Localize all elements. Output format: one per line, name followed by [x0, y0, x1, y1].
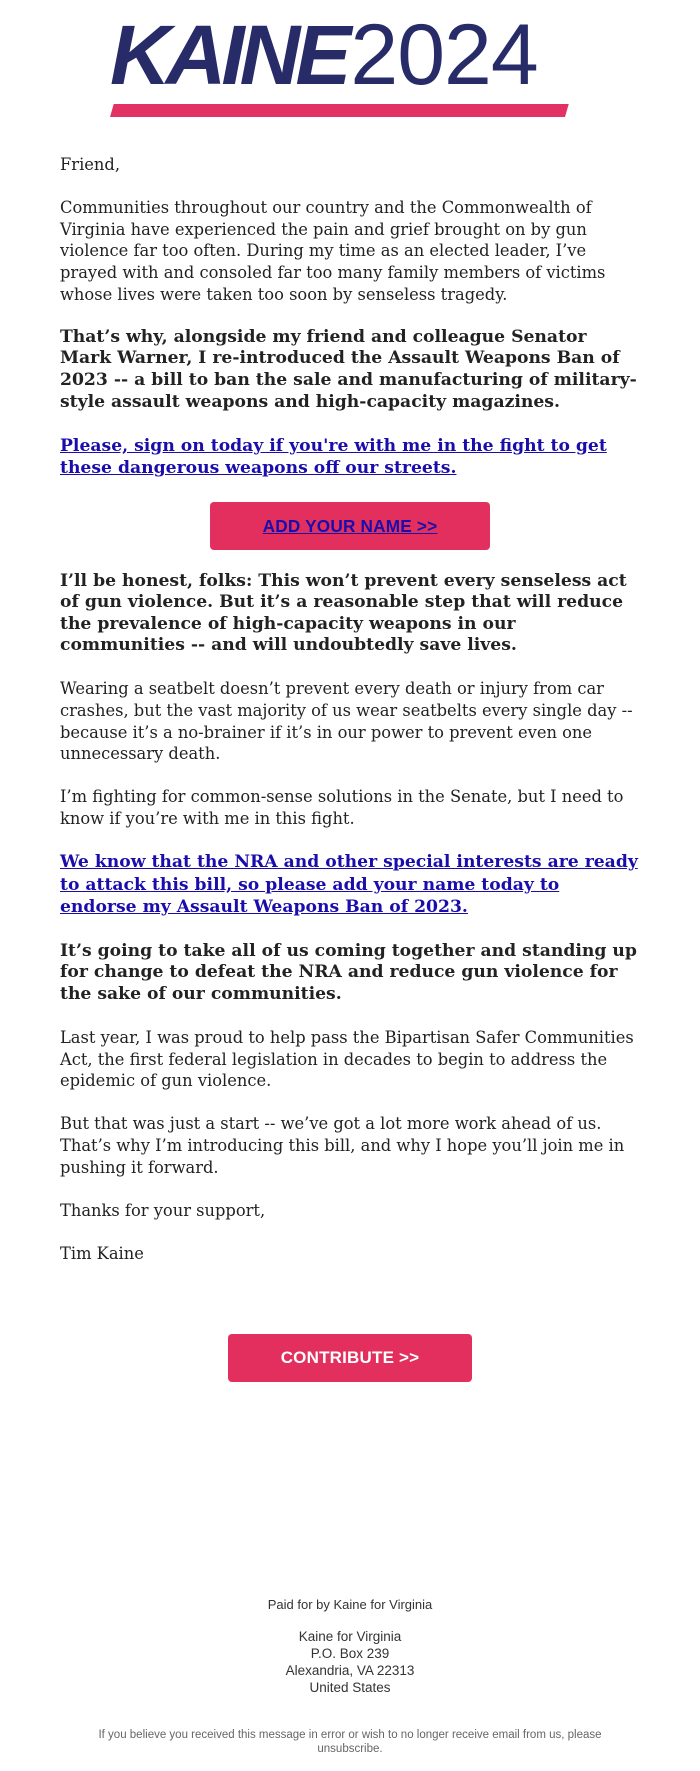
endorse-link-paragraph: [60, 851, 640, 919]
sign-on-link[interactable]: Please, sign on today if you're with me in the fight to get these dangerous weapons off our streets.: [60, 435, 607, 479]
email-body: [60, 154, 640, 1286]
paragraph-together: It’s going to take all of us coming together and standing up for change to defeat the NRA and reduce gun violence for the sake of our communities.: [60, 940, 637, 1004]
paragraph-bill-announcement: That’s why, alongside my friend and colleague Senator Mark Warner, I re-introduced the Assault Weapons Ban of 2023 -- a bill to ban the sale and manufacturing of military-style assault weapons and high-capacity magazines.: [60, 326, 637, 412]
signoff: Thanks for your support,: [60, 1200, 266, 1220]
greeting: Friend,: [60, 155, 121, 174]
endorse-link[interactable]: We know that the NRA and other special interests are ready to attack this bill, so please add your name today to endorse my Assault Weapons Ban of 2023.: [60, 852, 638, 918]
paragraph-start: But that was just a start -- we’ve got a lot more work ahead of us. That’s why I’m introducing this bill, and why I hope you’ll join me in pushing it forward.: [60, 1114, 625, 1177]
paragraph-intro: Communities throughout our country and the Commonwealth of Virginia have experienced the pain and grief brought on by gun violence far too often. During my time as an elected leader, I’ve prayed with and consoled far too many family members of victims whose lives were taken too soon by senseless tragedy.: [60, 198, 606, 304]
logo-name: KAINE: [110, 8, 347, 102]
unsubscribe-notice[interactable]: If you believe you received this message in error or wish to no longer receive email from us, please unsubscribe.: [98, 1729, 602, 1755]
logo-wordmark: [110, 7, 538, 103]
paid-for-disclaimer: Paid for by Kaine for Virginia: [267, 1597, 433, 1612]
address-line: Kaine for Virginia: [298, 1629, 402, 1644]
logo-underline-bar: [110, 104, 569, 117]
paragraph-seatbelt: Wearing a seatbelt doesn’t prevent every death or injury from car crashes, but the vast majority of us wear seatbelts every single day -- because it’s a no-brainer if it’s in our power to prevent even one unnecessary death.: [60, 679, 633, 764]
address-line: United States: [309, 1680, 391, 1695]
kaine-2024-logo: [110, 7, 580, 120]
signature: Tim Kaine: [60, 1243, 144, 1263]
logo-year: 2024: [350, 7, 538, 103]
sign-on-link-paragraph: [60, 435, 640, 480]
paragraph-honest: I’ll be honest, folks: This won’t prevent every senseless act of gun violence. But it’s a reasonable step that will reduce the prevalence of high-capacity weapons in our communities -- and will undoubtedly save lives.: [60, 570, 627, 656]
add-your-name-button[interactable]: ADD YOUR NAME >>: [210, 502, 490, 550]
paragraph-fighting: I’m fighting for common-sense solutions in the Senate, but I need to know if you’re with me in this fight.: [60, 787, 624, 829]
contribute-button[interactable]: CONTRIBUTE >>: [228, 1334, 472, 1382]
address-line: Alexandria, VA 22313: [285, 1663, 415, 1678]
address-line: P.O. Box 239: [310, 1646, 390, 1661]
contribute-button-wrap: [228, 1334, 472, 1382]
mailing-address: [0, 1628, 700, 1696]
paragraph-last-year: Last year, I was proud to help pass the Bipartisan Safer Communities Act, the first federal legislation in decades to begin to address the epidemic of gun violence.: [60, 1027, 634, 1091]
add-name-button-wrap: [60, 502, 640, 550]
